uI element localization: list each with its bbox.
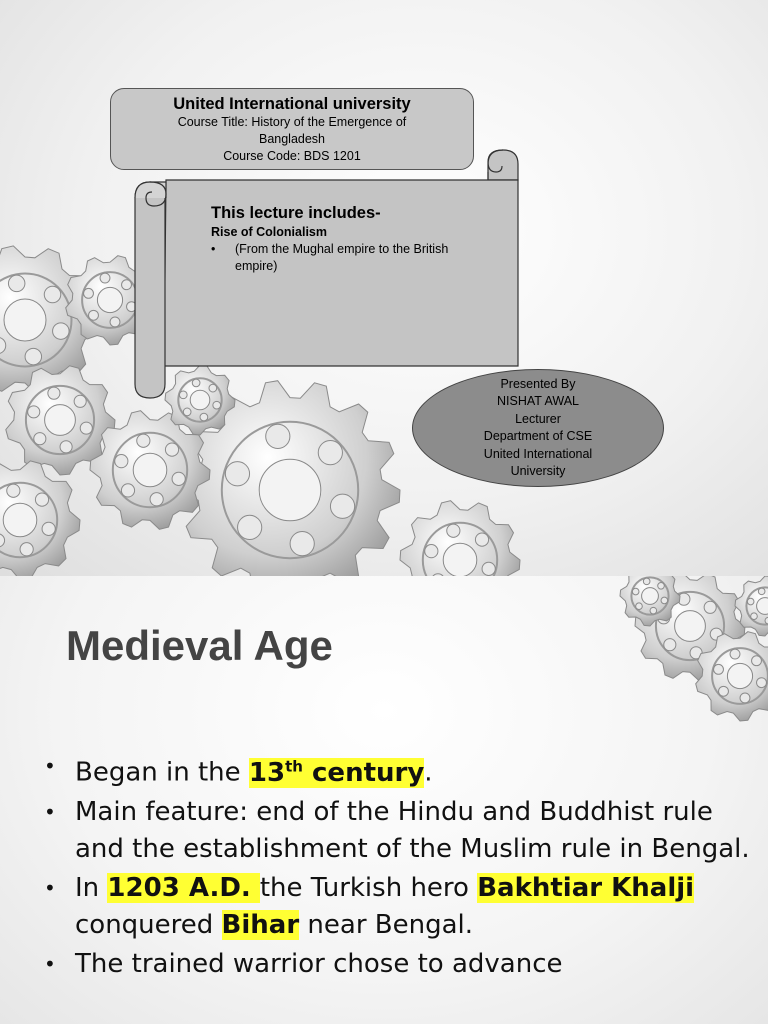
text-run: conquered bbox=[75, 909, 222, 940]
text-run: Main feature: end of the Hindu and Buddhist rule and the establishment of the Muslim rule in Bengal. bbox=[75, 796, 750, 864]
list-item bbox=[211, 241, 511, 275]
highlighted-text: Bakhtiar Khalji bbox=[477, 872, 695, 903]
text-run: In bbox=[75, 872, 108, 903]
bullet-icon: • bbox=[44, 754, 56, 778]
topic-detail: (From the Mughal empire to the British bbox=[235, 242, 449, 256]
presenter-role: Lecturer bbox=[515, 411, 561, 426]
bullet-icon: • bbox=[44, 951, 56, 976]
bullet-icon: • bbox=[44, 875, 56, 900]
gear-icon bbox=[400, 501, 520, 576]
list-item bbox=[44, 946, 764, 983]
presenter-ellipse bbox=[412, 369, 664, 487]
bullet-icon: • bbox=[44, 799, 56, 824]
scroll-shape bbox=[130, 148, 522, 402]
bullet-list bbox=[44, 748, 764, 985]
highlighted-text: 1203 A.D. bbox=[107, 872, 260, 903]
presented-by-label: Presented By bbox=[500, 376, 576, 391]
list-item bbox=[44, 794, 764, 868]
text-run: the Turkish hero bbox=[259, 872, 478, 903]
presenter-department: Department of CSE bbox=[483, 429, 593, 443]
slide-title: Medieval Age bbox=[66, 622, 333, 669]
text-run: near Bengal. bbox=[299, 909, 474, 940]
list-item bbox=[44, 870, 764, 944]
course-code: Course Code: BDS 1201 bbox=[223, 149, 361, 163]
list-item bbox=[44, 748, 764, 792]
gear-icon bbox=[0, 461, 80, 576]
lecture-topic: Rise of Colonialism bbox=[211, 225, 327, 239]
course-title-cont: Bangladesh bbox=[258, 132, 326, 146]
content-slide bbox=[0, 576, 768, 1024]
highlighted-text: 13th century bbox=[248, 757, 425, 788]
course-title: Course Title: History of the Emergence of bbox=[177, 115, 407, 129]
university-title: United International university bbox=[173, 95, 411, 113]
text-run: Began in the bbox=[75, 757, 249, 788]
lecture-contents bbox=[211, 204, 511, 275]
presenter-university: United International bbox=[483, 446, 593, 461]
highlighted-text: Bihar bbox=[221, 909, 300, 940]
topic-detail-cont: empire) bbox=[235, 259, 278, 273]
text-run: The trained warrior chose to advance bbox=[75, 948, 563, 979]
text-run: . bbox=[424, 757, 433, 788]
bullet-icon: • bbox=[211, 242, 216, 256]
presenter-name: NISHAT AWAL bbox=[497, 394, 579, 408]
presenter-university-cont: University bbox=[510, 464, 566, 478]
lecture-includes-heading: This lecture includes- bbox=[211, 204, 381, 222]
